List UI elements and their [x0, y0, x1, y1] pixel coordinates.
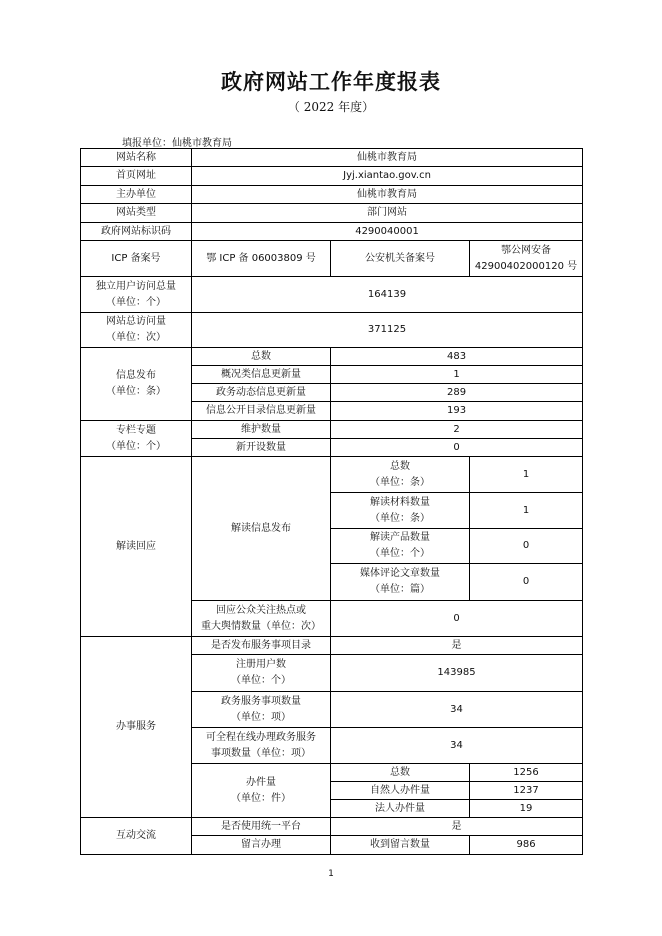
uv-label: 独立用户访问总量 （单位：个） [81, 277, 192, 313]
site-type-value: 部门网站 [192, 204, 583, 223]
info-item-value: 193 [331, 402, 583, 421]
case-volume-item-label: 自然人办件量 [331, 782, 470, 800]
info-item-label: 政务动态信息更新量 [192, 384, 331, 402]
case-volume-item-label: 总数 [331, 764, 470, 782]
pv-value: 371125 [192, 313, 583, 348]
response-hotspot-value: 0 [331, 601, 583, 637]
column-item-value: 2 [331, 421, 583, 439]
interpret-item-value: 0 [470, 564, 583, 601]
interpret-item-label: 媒体评论文章数量 （单位：篇） [331, 564, 470, 601]
site-code-value: 4290040001 [192, 223, 583, 241]
report-table [80, 148, 583, 855]
service-items-value: 34 [331, 692, 583, 728]
table-row [81, 457, 583, 493]
case-volume-item-label: 法人办件量 [331, 800, 470, 818]
response-hotspot-label: 回应公众关注热点或 重大舆情数量（单位：次） [192, 601, 331, 637]
online-service-label: 可全程在线办理政务服务 事项数量（单位：项） [192, 728, 331, 764]
table-row [81, 348, 583, 366]
messages-received-value: 986 [470, 836, 583, 855]
case-volume-item-value: 19 [470, 800, 583, 818]
case-volume-label: 办件量 （单位：件） [192, 764, 331, 818]
message-handling-label: 留言办理 [192, 836, 331, 855]
table-row [81, 277, 583, 313]
table-row [81, 167, 583, 186]
table-row [81, 204, 583, 223]
column-item-label: 新开设数量 [192, 439, 331, 457]
info-item-value: 289 [331, 384, 583, 402]
interpret-item-value: 0 [470, 529, 583, 564]
site-code-label: 政府网站标识码 [81, 223, 192, 241]
column-item-value: 0 [331, 439, 583, 457]
table-row [81, 818, 583, 836]
unified-platform-label: 是否使用统一平台 [192, 818, 331, 836]
table-row [81, 241, 583, 277]
table-row [81, 421, 583, 439]
registered-users-value: 143985 [331, 655, 583, 692]
homepage-value: Jyj.xiantao.gov.cn [192, 167, 583, 186]
column-topic-label: 专栏专题 （单位：个） [81, 421, 192, 457]
interpret-item-label: 解读产品数量 （单位：个） [331, 529, 470, 564]
messages-received-label: 收到留言数量 [331, 836, 470, 855]
uv-value: 164139 [192, 277, 583, 313]
info-item-value: 1 [331, 366, 583, 384]
unified-platform-value: 是 [331, 818, 583, 836]
report-title: 政府网站工作年度报表 [221, 69, 441, 94]
interpret-item-value: 1 [470, 457, 583, 493]
reporting-unit: 填报单位：仙桃市教育局 [122, 138, 232, 149]
table-row [81, 637, 583, 655]
interpret-publish-label: 解读信息发布 [192, 457, 331, 601]
interpret-item-label: 总数 （单位：条） [331, 457, 470, 493]
icp-value: 鄂 ICP 备 06003809 号 [192, 241, 331, 277]
service-items-label: 政务服务事项数量 （单位：项） [192, 692, 331, 728]
table-row [81, 223, 583, 241]
info-item-label: 总数 [192, 348, 331, 366]
site-name-value: 仙桃市教育局 [192, 149, 583, 167]
sponsor-label: 主办单位 [81, 186, 192, 204]
pv-label: 网站总访问量 （单位：次） [81, 313, 192, 348]
interpret-response-label: 解读回应 [81, 457, 192, 637]
info-item-label: 信息公开目录信息更新量 [192, 402, 331, 421]
case-volume-item-value: 1256 [470, 764, 583, 782]
sponsor-value: 仙桃市教育局 [192, 186, 583, 204]
table-row [81, 186, 583, 204]
case-volume-item-value: 1237 [470, 782, 583, 800]
service-label: 办事服务 [81, 637, 192, 818]
page-number: 1 [328, 869, 334, 879]
info-item-label: 概况类信息更新量 [192, 366, 331, 384]
site-name-label: 网站名称 [81, 149, 192, 167]
site-type-label: 网站类型 [81, 204, 192, 223]
report-year: （ 2022 年度） [287, 100, 375, 114]
table-row [81, 313, 583, 348]
info-item-value: 483 [331, 348, 583, 366]
column-item-label: 维护数量 [192, 421, 331, 439]
service-catalog-value: 是 [331, 637, 583, 655]
interpret-item-value: 1 [470, 493, 583, 529]
homepage-label: 首页网址 [81, 167, 192, 186]
info-publish-label: 信息发布 （单位：条） [81, 348, 192, 421]
registered-users-label: 注册用户数 （单位：个） [192, 655, 331, 692]
interpret-item-label: 解读材料数量 （单位：条） [331, 493, 470, 529]
online-service-value: 34 [331, 728, 583, 764]
interaction-label: 互动交流 [81, 818, 192, 855]
police-record-label: 公安机关备案号 [331, 241, 470, 277]
table-row [81, 149, 583, 167]
icp-label: ICP 备案号 [81, 241, 192, 277]
police-record-value: 鄂公网安备 42900402000120 号 [470, 241, 583, 277]
service-catalog-label: 是否发布服务事项目录 [192, 637, 331, 655]
